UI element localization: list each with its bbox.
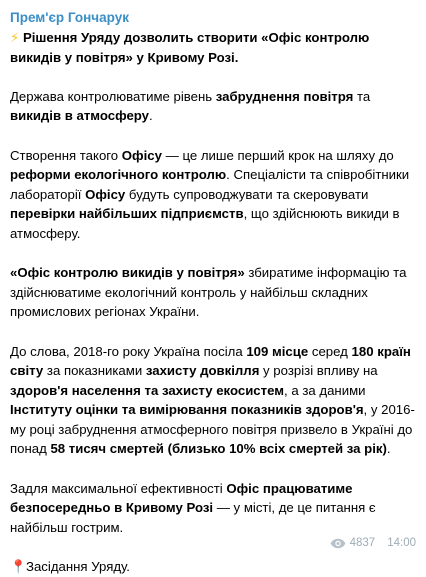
- bold-text: Офіс працюватиме безпосередньо в Кривому Розі: [10, 480, 353, 516]
- bold-text: 180 країн світу: [10, 343, 411, 379]
- paragraph-4: [10, 342, 418, 460]
- message-lead: [10, 28, 418, 67]
- text: До слова, 2018-го року Україна посіла: [10, 343, 247, 359]
- bold-text: реформи екологічного контролю: [10, 167, 227, 183]
- bold-text: 109 місце: [246, 343, 309, 359]
- bold-text: перевірки найбільших підприємств: [10, 206, 244, 222]
- eye-icon: [330, 538, 346, 549]
- bold-text: «Офіс контролю викидів у повітря»: [10, 265, 245, 281]
- text: збиратиме інформацію та здійснюватиме екологічний контроль у найбільш складних промислових регіонах України.: [10, 265, 407, 320]
- bold-text: Офісу: [121, 147, 162, 163]
- view-count: 4837: [349, 537, 376, 549]
- post-time: 14:00: [387, 537, 416, 549]
- paragraph-6: [10, 557, 418, 577]
- lead-text: Рішення Уряду дозволить створити «Офіс контролю викидів у повітря» у Кривому Розі.: [10, 30, 370, 65]
- text: серед: [308, 343, 352, 359]
- text: , що здійснюють викиди в атмосферу.: [10, 206, 400, 241]
- bold-text: 58 тисяч смертей (близько 10% всіх смертей за рік): [50, 441, 387, 457]
- text: Засідання Уряду.: [26, 559, 130, 575]
- pin-icon: 📍: [10, 559, 27, 575]
- bold-text: здоров'я населення та захисту екосистем: [10, 382, 285, 398]
- paragraph-2: [10, 146, 418, 244]
- bold-text: забруднення повітря: [215, 88, 354, 104]
- text: , а за даними: [284, 382, 366, 398]
- text: .: [149, 108, 153, 124]
- channel-name[interactable]: Прем'єр Гончарук: [10, 10, 129, 25]
- text: .: [386, 441, 391, 457]
- text: Держава контролюватиме рівень: [10, 88, 216, 104]
- text: , у 2016-му році забруднення атмосферного повітря призвело в Україні до понад: [10, 402, 415, 457]
- post-meta: [330, 537, 416, 549]
- text: у розрізі впливу на: [259, 363, 378, 379]
- paragraph-1: [10, 87, 418, 126]
- text: Задля максимальної ефективності: [10, 480, 227, 496]
- text: будуть супроводжувати та скеровувати: [125, 186, 369, 202]
- bold-text: захисту довкілля: [145, 363, 260, 379]
- text: Створення такого: [10, 147, 122, 163]
- paragraph-5: [10, 479, 418, 538]
- text: за показниками: [43, 363, 146, 379]
- text: — у місті, де це питання є найбільш гострим.: [10, 500, 376, 535]
- text: та: [353, 88, 371, 104]
- message-body: [10, 28, 418, 577]
- bold-text: Офісу: [85, 186, 126, 202]
- paragraph-3: [10, 263, 418, 322]
- bold-text: Інституту оцінки та вимірювання показників здоров'я: [10, 402, 364, 418]
- text: . Спеціалісти та співробітники лабораторії: [10, 167, 410, 202]
- lightning-icon: ⚡: [10, 30, 20, 45]
- text: — це лише перший крок на шляху до: [161, 147, 394, 163]
- bold-text: викидів в атмосферу: [10, 108, 150, 124]
